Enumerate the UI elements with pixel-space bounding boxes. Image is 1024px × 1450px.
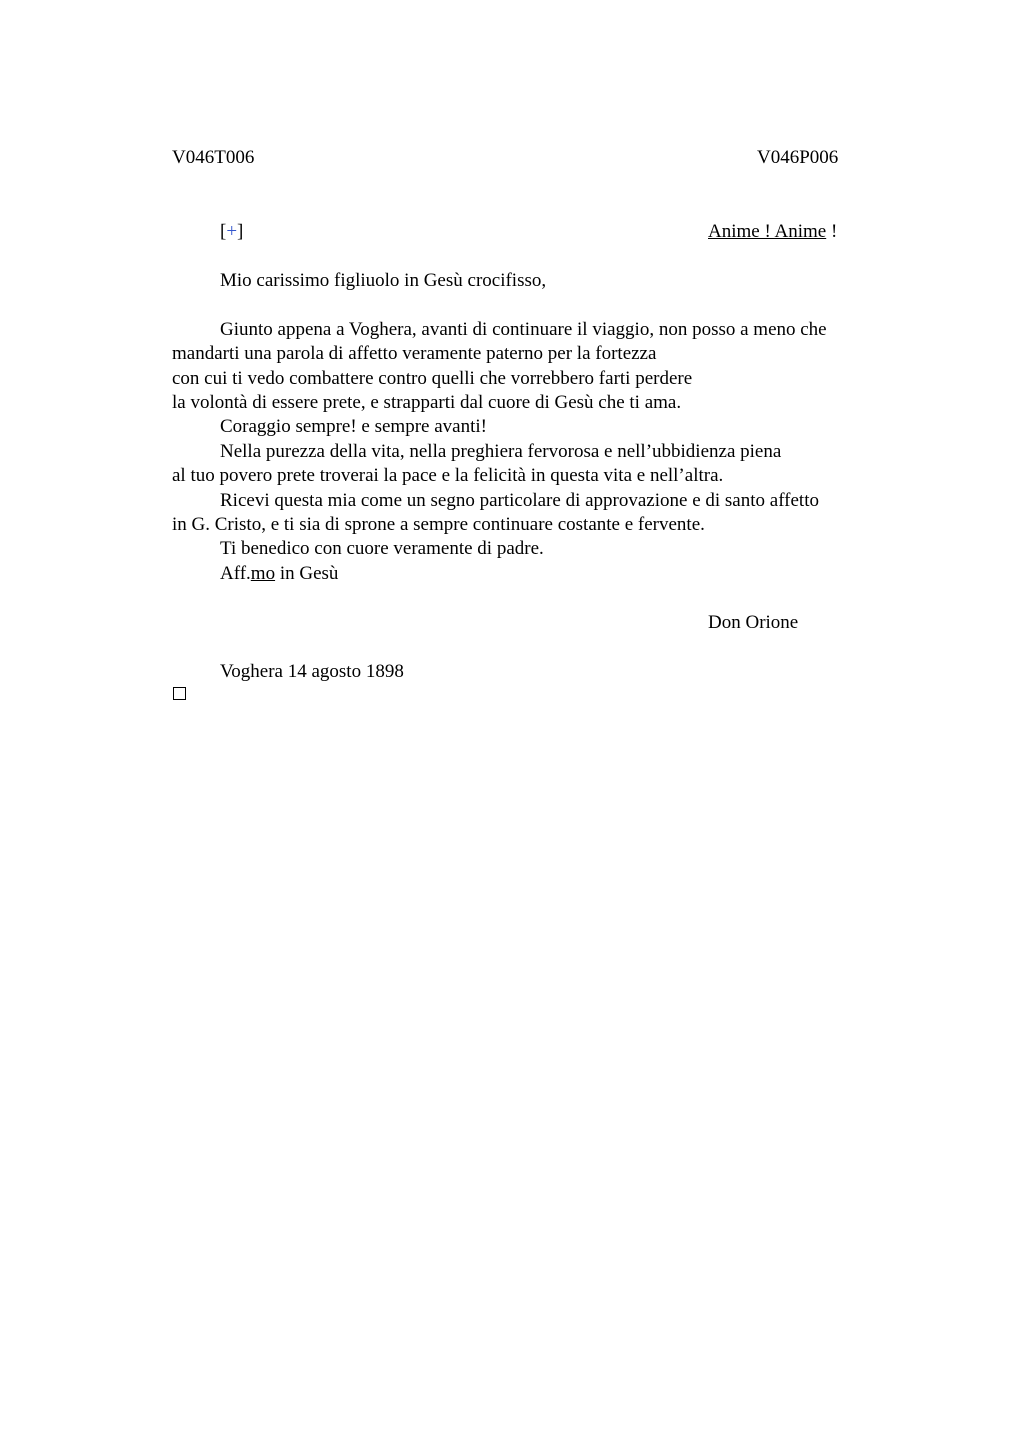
bracket-open: [ xyxy=(220,221,227,242)
body-line-1: Giunto appena a Voghera, avanti di continuare il viaggio, non posso a meno che xyxy=(220,319,827,340)
closing-suffix: in Gesù xyxy=(275,563,339,584)
body-line-3: con cui ti vedo combattere contro quelli che vorrebbero farti perdere xyxy=(172,368,693,389)
closing-prefix: Aff. xyxy=(220,563,251,584)
place-date: Voghera 14 agosto 1898 xyxy=(220,661,404,682)
motto-underlined: Anime ! Anime xyxy=(708,221,827,242)
closing xyxy=(220,562,338,586)
body-line-10: Ti benedico con cuore veramente di padre. xyxy=(220,538,544,559)
body-line-4: la volontà di essere prete, e strapparti dal cuore di Gesù che ti ama. xyxy=(172,392,682,413)
body-line-8: Ricevi questa mia come un segno particolare di approvazione e di santo affetto xyxy=(220,490,819,511)
salutation: Mio carissimo figliuolo in Gesù crocifisso, xyxy=(220,270,547,291)
cross-marker xyxy=(220,220,243,244)
body-line-6: Nella purezza della vita, nella preghiera fervorosa e nell’ubbidienza piena xyxy=(220,441,782,462)
body-line-5: Coraggio sempre! e sempre avanti! xyxy=(220,416,487,437)
body-line-9: in G. Cristo, e ti sia di sprone a sempre continuare costante e fervente. xyxy=(172,514,705,535)
signature: Don Orione xyxy=(708,612,799,633)
left-code: V046T006 xyxy=(172,147,255,168)
right-code: V046P006 xyxy=(757,147,839,168)
motto-exclamation: ! xyxy=(826,221,838,242)
body-line-2: mandarti una parola di affetto veramente paterno per la fortezza xyxy=(172,343,657,364)
bracket-close: ] xyxy=(237,221,244,242)
plus-link[interactable]: + xyxy=(226,221,238,242)
motto xyxy=(708,220,837,244)
body-line-7: al tuo povero prete troverai la pace e la felicità in questa vita e nell’altra. xyxy=(172,465,724,486)
checkbox-icon[interactable] xyxy=(173,687,186,700)
closing-abbrev: mo xyxy=(250,563,276,584)
